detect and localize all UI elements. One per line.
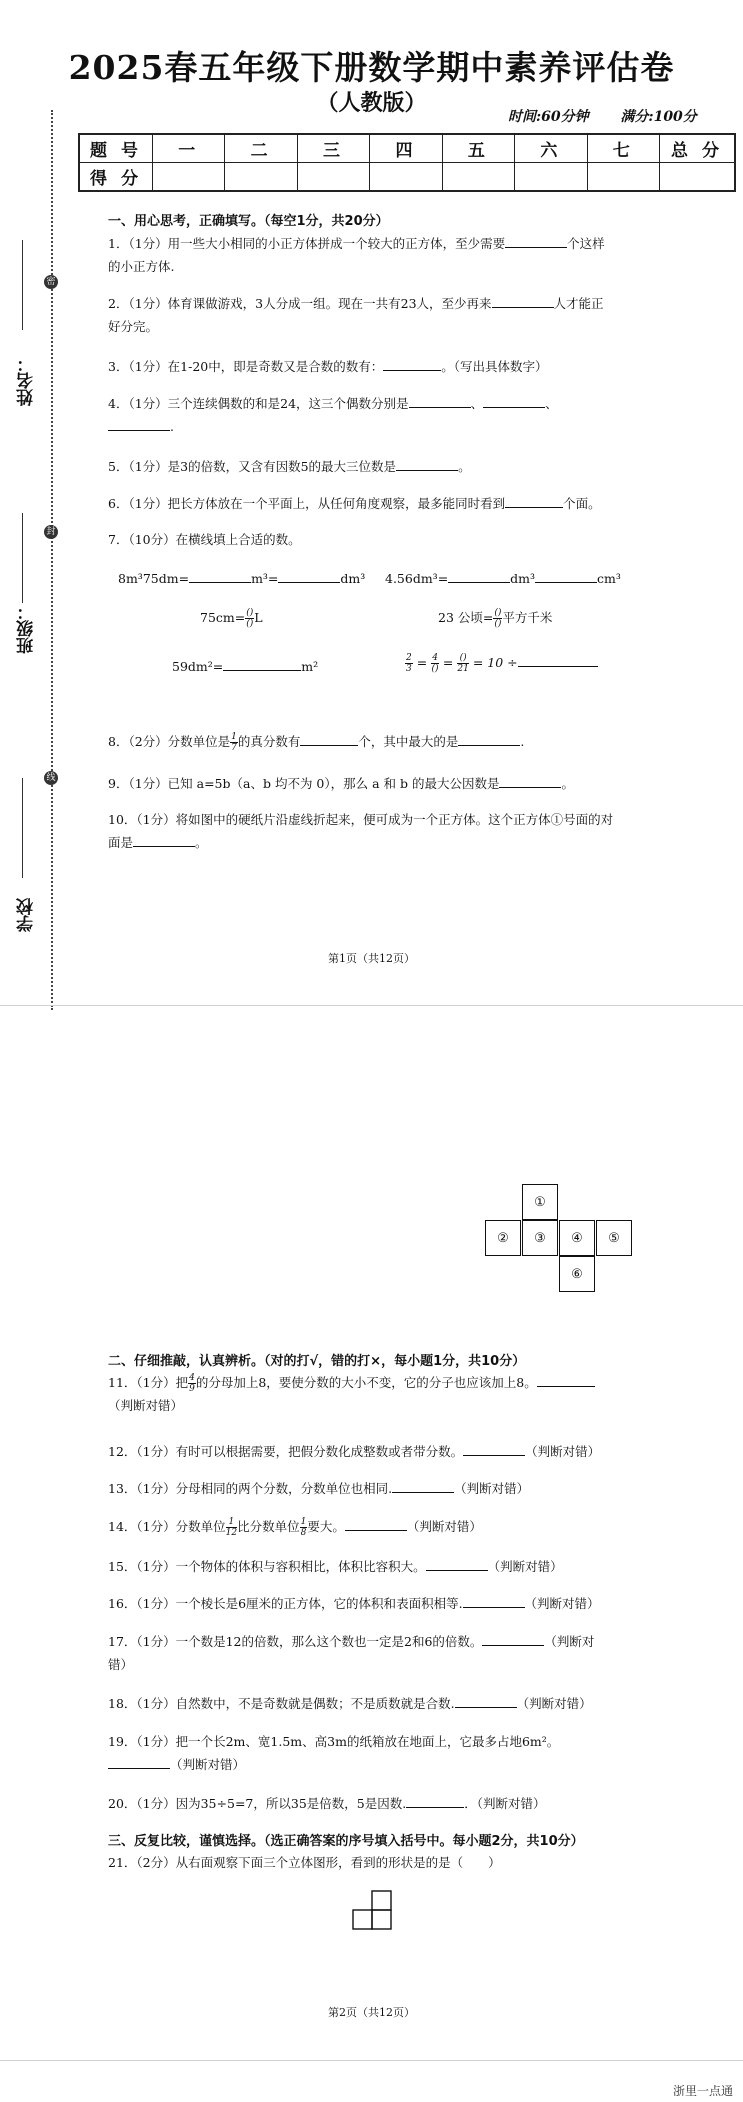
q7e-text: 59dm²= xyxy=(172,659,224,674)
q4-blank-1[interactable] xyxy=(409,393,471,408)
q8-fraction: $\frac{1}{7}$ xyxy=(231,732,237,753)
q7b-blank-2[interactable] xyxy=(535,568,597,583)
section-3-title: 三、反复比较，谨慎选择。（选正确答案的序号填入括号中。每小题2分，共10分） xyxy=(108,1834,584,1849)
score-row-label: 得 分 xyxy=(79,163,153,192)
q7b-text-3: cm³ xyxy=(597,571,621,586)
question-13 xyxy=(108,1477,628,1500)
q7b-text: 4.56dm³= xyxy=(385,571,449,586)
net-face-3: ③ xyxy=(522,1220,558,1256)
question-19 xyxy=(108,1730,628,1776)
seal-mark-feng: 封 xyxy=(44,525,58,539)
seal-mark-xian: 线 xyxy=(44,771,58,785)
class-field-line[interactable] xyxy=(22,513,23,603)
q17-judge-2: 错） xyxy=(108,1657,134,1672)
q3-text: 3．（1分）在1-20中，即是奇数又是合数的数有： xyxy=(108,359,384,374)
score-header-cell: 二 xyxy=(225,134,297,163)
q19-blank[interactable] xyxy=(108,1754,170,1769)
binding-dotted-line xyxy=(51,110,53,1010)
q12-text: 12．（1分）有时可以根据需要，把假分数化成整数或者带分数。 xyxy=(108,1444,464,1459)
q17-judge: （判断对 xyxy=(544,1634,595,1649)
q11-text-2: 的分母加上8，要使分数的大小不变，它的分子也应该加上8。 xyxy=(195,1375,537,1390)
full-score: 满分:100分 xyxy=(620,109,697,125)
net-face-4: ④ xyxy=(559,1220,595,1256)
q6-text: 6．（1分）把长方体放在一个平面上，从任何角度观察，最多能同时看到 xyxy=(108,496,506,511)
q7d-fraction[interactable]: $\frac{()}{()}$ xyxy=(494,608,502,629)
q4-blank-3[interactable] xyxy=(108,416,170,431)
q7b-text-2: dm³ xyxy=(510,571,536,586)
q17-blank[interactable] xyxy=(482,1631,544,1646)
score-table-header-row xyxy=(79,134,735,163)
q11-judge: （判断对错） xyxy=(108,1398,184,1413)
q7a-blank-1[interactable] xyxy=(189,568,251,583)
q15-text: 15．（1分）一个物体的体积与容积相比，体积比容积大。 xyxy=(108,1559,426,1574)
q7-item-c xyxy=(200,608,263,629)
q11-text: 11．（1分）把 xyxy=(108,1375,189,1390)
score-cell[interactable] xyxy=(660,163,736,192)
q1-text-2: 个这样 xyxy=(567,236,605,251)
question-5 xyxy=(108,455,628,478)
page-1 xyxy=(0,0,743,1000)
q6-end: 个面。 xyxy=(563,496,601,511)
q10-end: 。 xyxy=(195,835,208,850)
q10-text-2: 面是 xyxy=(108,835,134,850)
question-6 xyxy=(108,492,628,515)
q2-text-2: 人才能正 xyxy=(553,296,604,311)
q8-text-3: 个，其中最大的是 xyxy=(358,734,459,749)
question-7: 7．（10分）在横线填上合适的数。 xyxy=(108,532,301,547)
score-header-cell: 一 xyxy=(153,134,225,163)
q3-text-2: 。（写出具体数字） xyxy=(441,359,548,374)
q14-fraction-1: $\frac{1}{12}$ xyxy=(225,1517,238,1538)
q7c-fraction[interactable]: $\frac{()}{()}$ xyxy=(246,608,254,629)
q7-item-a xyxy=(118,568,365,586)
score-table xyxy=(78,133,736,192)
q7f-fraction-1: $\frac{2}{3}$ xyxy=(406,653,412,674)
q12-judge: （判断对错） xyxy=(525,1444,601,1459)
q20-judge: ．（判断对错） xyxy=(464,1796,546,1811)
score-cell[interactable] xyxy=(515,163,587,192)
q5-blank[interactable] xyxy=(396,456,458,471)
score-cell[interactable] xyxy=(153,163,225,192)
score-header-cell: 三 xyxy=(297,134,369,163)
q1-blank[interactable] xyxy=(505,233,567,248)
q19-text: 19．（1分）把一个长2m、宽1.5m、高3m的纸箱放在地面上，它最多占地6m²。 xyxy=(108,1734,560,1749)
exam-subtitle: （人教版） xyxy=(316,90,427,116)
section-2-title: 二、仔细推敲，认真辨析。（对的打√，错的打×，每小题1分，共10分） xyxy=(108,1354,526,1369)
page-bottom-divider xyxy=(0,2060,743,2061)
q15-blank[interactable] xyxy=(426,1556,488,1571)
question-10 xyxy=(108,808,628,854)
question-17 xyxy=(108,1630,628,1676)
q4-end: . xyxy=(170,419,174,434)
q10-text: 10．（1分）将如图中的硬纸片沿虚线折起来，便可成为一个正方体。这个正方体①号面的对 xyxy=(108,812,614,827)
q14-fraction-2: $\frac{1}{8}$ xyxy=(300,1517,307,1538)
school-label: 学校 xyxy=(17,898,37,932)
q11-blank[interactable] xyxy=(537,1372,595,1387)
net-face-6: ⑥ xyxy=(559,1256,595,1292)
q12-blank[interactable] xyxy=(463,1441,525,1456)
q13-text: 13．（1分）分母相同的两个分数，分数单位也相同. xyxy=(108,1481,393,1496)
q21-shape-figure xyxy=(352,1890,394,1932)
name-label: 姓名： xyxy=(17,355,37,406)
q7-item-e xyxy=(172,656,318,674)
net-face-2: ② xyxy=(485,1220,521,1256)
q7c-text: 75cm= xyxy=(200,610,246,625)
q4-blank-2[interactable] xyxy=(483,393,545,408)
q19-judge: （判断对错） xyxy=(170,1757,246,1772)
q3-blank[interactable] xyxy=(383,356,441,371)
q7a-text-3: dm³ xyxy=(340,571,366,586)
q7f-fraction-2[interactable]: $\frac{4}{()}$ xyxy=(431,653,439,674)
page-number-1: 第1页（共12页） xyxy=(328,952,415,965)
score-header-cell: 总 分 xyxy=(660,134,736,163)
time-and-score xyxy=(508,106,697,126)
q7a-blank-2[interactable] xyxy=(278,568,340,583)
q7d-text-2: 平方千米 xyxy=(502,610,553,625)
q5-end: 。 xyxy=(458,459,471,474)
q7c-text-2: L xyxy=(254,610,263,625)
score-header-cell: 四 xyxy=(370,134,442,163)
q6-blank[interactable] xyxy=(505,493,563,508)
question-11 xyxy=(108,1371,628,1417)
q7f-text: = 10 ÷ xyxy=(472,655,518,670)
score-header-cell: 五 xyxy=(442,134,514,163)
score-cell[interactable] xyxy=(587,163,659,192)
q7-item-d xyxy=(438,608,552,629)
question-12 xyxy=(108,1440,628,1463)
q2-text: 2．（1分）体育课做游戏，3人分成一组。现在一共有23人，至少再来 xyxy=(108,296,492,311)
q11-fraction: $\frac{4}{9}$ xyxy=(189,1373,195,1394)
question-2 xyxy=(108,292,628,338)
score-cell[interactable] xyxy=(225,163,297,192)
q8-text: 8．（2分）分数单位是 xyxy=(108,734,231,749)
q1-text-3: 的小正方体. xyxy=(108,259,175,274)
q8-blank-2[interactable] xyxy=(458,731,520,746)
q7a-text-2: m³= xyxy=(251,571,279,586)
q4-sep-1: 、 xyxy=(470,396,484,411)
score-header-cell: 七 xyxy=(587,134,659,163)
net-face-1: ① xyxy=(522,1184,558,1220)
score-header-cell: 六 xyxy=(515,134,587,163)
question-21: 21．（2分）从右面观察下面三个立体图形，看到的形状是的是（ ） xyxy=(108,1855,501,1870)
q4-text: 4．（1分）三个连续偶数的和是24，这三个偶数分别是 xyxy=(108,396,409,411)
q16-blank[interactable] xyxy=(463,1593,525,1608)
q16-text: 16．（1分）一个棱长是6厘米的正方体，它的体积和表面积相等. xyxy=(108,1596,463,1611)
q20-text: 20．（1分）因为35÷5=7，所以35是倍数，5是因数. xyxy=(108,1796,407,1811)
q14-text: 14．（1分）分数单位 xyxy=(108,1519,226,1534)
class-label: 班级： xyxy=(17,603,37,654)
school-field-line[interactable] xyxy=(22,778,23,878)
q7d-text: 23 公顷= xyxy=(438,610,494,625)
q14-blank[interactable] xyxy=(345,1516,407,1531)
score-header-cell: 题 号 xyxy=(79,134,153,163)
q7-item-f: $\frac{2}{3}$ = $\frac{4}{()}$ = $\frac{()}{21}$ = 10 ÷ xyxy=(405,652,598,674)
q7a-text: 8m³75dm= xyxy=(118,571,190,586)
q15-judge: （判断对错） xyxy=(487,1559,563,1574)
q4-sep-2: 、 xyxy=(545,396,558,411)
score-cell[interactable] xyxy=(297,163,369,192)
q9-blank[interactable] xyxy=(499,773,561,788)
section-1-title: 一、用心思考，正确填写。（每空1分，共20分） xyxy=(108,214,389,229)
question-14 xyxy=(108,1515,628,1538)
q10-blank[interactable] xyxy=(133,832,195,847)
q14-judge: （判断对错） xyxy=(406,1519,482,1534)
question-1 xyxy=(108,232,628,278)
q17-text: 17．（1分）一个数是12的倍数，那么这个数也一定是2和6的倍数。 xyxy=(108,1634,483,1649)
name-field-line[interactable] xyxy=(22,240,23,330)
score-cell[interactable] xyxy=(442,163,514,192)
seal-mark-mi: 密 xyxy=(44,275,58,289)
q16-judge: （判断对错） xyxy=(524,1596,600,1611)
cube-net-figure xyxy=(485,1184,635,1294)
q7e-blank[interactable] xyxy=(223,656,301,671)
page-divider xyxy=(0,1005,743,1006)
q7f-blank[interactable] xyxy=(518,652,598,667)
q2-blank[interactable] xyxy=(492,293,554,308)
question-3 xyxy=(108,355,628,378)
question-18 xyxy=(108,1692,628,1715)
q7e-text-2: m² xyxy=(301,659,319,674)
q18-text: 18．（1分）自然数中，不是奇数就是偶数；不是质数就是合数. xyxy=(108,1696,455,1711)
question-4 xyxy=(108,392,628,438)
q14-text-3: 要大。 xyxy=(307,1519,345,1534)
brand-watermark: 浙里一点通 xyxy=(672,2084,733,2098)
exam-title: 2025春五年级下册数学期中素养评估卷 xyxy=(68,48,675,87)
question-9 xyxy=(108,772,628,795)
q20-blank[interactable] xyxy=(406,1793,464,1808)
page-number-2: 第2页（共12页） xyxy=(328,2006,415,2019)
question-20 xyxy=(108,1792,628,1815)
question-8 xyxy=(108,730,628,753)
q9-text: 9．（1分）已知 a=5b（a、b 均不为 0），那么 a 和 b 的最大公因数是 xyxy=(108,776,500,791)
q13-judge: （判断对错） xyxy=(454,1481,530,1496)
score-table-score-row xyxy=(79,163,735,192)
q8-blank-1[interactable] xyxy=(300,731,358,746)
score-cell[interactable] xyxy=(370,163,442,192)
q14-text-2: 比分数单位 xyxy=(237,1519,300,1534)
q5-text: 5．（1分）是3的倍数，又含有因数5的最大三位数是 xyxy=(108,459,397,474)
q9-end: 。 xyxy=(561,776,574,791)
question-15 xyxy=(108,1555,628,1578)
q2-text-3: 好分完。 xyxy=(108,319,159,334)
q8-text-2: 的真分数有 xyxy=(237,734,301,749)
q7b-blank-1[interactable] xyxy=(448,568,510,583)
q18-blank[interactable] xyxy=(455,1693,517,1708)
q7f-fraction-3[interactable]: $\frac{()}{21}$ xyxy=(457,653,469,674)
q13-blank[interactable] xyxy=(392,1478,454,1493)
q7-item-b xyxy=(385,568,621,586)
exam-time: 时间:60分钟 xyxy=(508,109,589,125)
q1-text: 1．（1分）用一些大小相同的小正方体拼成一个较大的正方体，至少需要 xyxy=(108,236,506,251)
q8-end: . xyxy=(520,734,525,749)
net-face-5: ⑤ xyxy=(596,1220,632,1256)
q18-judge: （判断对错） xyxy=(516,1696,592,1711)
question-16 xyxy=(108,1592,628,1615)
